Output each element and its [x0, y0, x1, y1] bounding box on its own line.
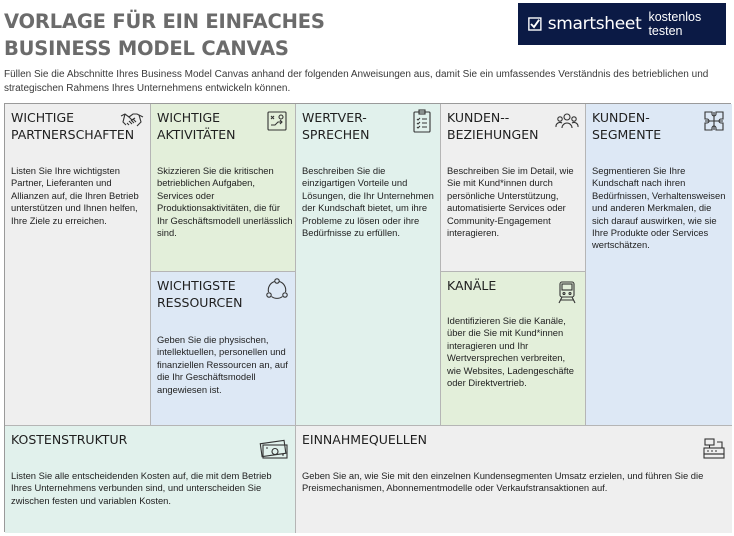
banknote-icon	[259, 436, 289, 460]
people-group-icon	[555, 109, 579, 133]
cash-register-icon	[702, 436, 726, 460]
train-icon	[555, 277, 579, 307]
cell-text: Listen Sie Ihre wichtigsten Partner, Lieferanten und Allianzen auf, die Ihren Betrieb unterstützen und Ihnen helfen, Ihre Ziele zu erreichen.	[11, 165, 139, 226]
cell-text: Listen Sie alle entscheidenden Kosten auf, die mit dem Betrieb Ihres Unternehmens verbunden sind, und unterscheiden Sie zwischen festen und variablen Kosten.	[11, 470, 272, 506]
brand-name: smartsheet	[547, 14, 642, 34]
cell-text: Beschreiben Sie die einzigartigen Vorteile und Lösungen, die Ihr Unternehmen der Kundschaft bietet, um ihre Probleme zu lösen oder ihre Bedürfnisse zu erfüllen.	[302, 165, 434, 239]
business-model-canvas	[4, 103, 731, 532]
page-title: VORLAGE FÜR EIN EINFACHES BUSINESS MODEL CANVAS	[4, 10, 325, 60]
cell-cost-structure	[5, 426, 296, 533]
cell-title: KOSTENSTRUKTUR	[11, 432, 128, 447]
cell-text: Skizzieren Sie die kritischen betrieblichen Aufgaben, Services oder Produktionsaktivitäten, die für Ihr Geschäftsmodell unerlässlich sind.	[157, 165, 293, 239]
cell-title: WERTVER- SPRECHEN	[302, 110, 370, 142]
cell-title: KUNDEN- SEGMENTE	[592, 110, 662, 142]
cell-title: KANÄLE	[447, 278, 497, 293]
cell-title: KUNDEN-- BEZIEHUNGEN	[447, 110, 539, 142]
trial-link[interactable]: kostenlos testen	[648, 10, 702, 38]
cell-title: WICHTIGE PARTNERSCHAFTEN	[11, 110, 135, 142]
cell-text: Geben Sie die physischen, intellektuellen, personellen und finanziellen Ressourcen an, auf die Ihr Geschäftsmodell angewiesen ist.	[157, 334, 288, 395]
cell-title: WICHTIGSTE RESSOURCEN	[157, 278, 243, 310]
puzzle-icon	[702, 109, 726, 133]
strategy-board-icon	[265, 109, 289, 133]
cell-key-resources	[151, 272, 296, 426]
cell-title: WICHTIGE AKTIVITÄTEN	[157, 110, 236, 142]
cell-customer-segments	[586, 104, 732, 426]
cell-revenue-streams	[296, 426, 732, 533]
cell-customer-relationships	[441, 104, 586, 272]
cell-text: Geben Sie an, wie Sie mit den einzelnen Kundensegmenten Umsatz erzielen, und führen Sie die Preismechanismen, Abonnementmodelle oder Verkaufstransaktionen auf.	[302, 470, 704, 494]
handshake-icon	[120, 109, 144, 133]
cell-title: EINNAHMEQUELLEN	[302, 432, 427, 447]
cell-value-propositions	[296, 104, 441, 426]
cell-text: Identifizieren Sie die Kanäle, über die Sie mit Kund*innen interagieren und Ihr Wertversprechen verbreiten, wie Websites, Ladengeschäfte oder Direktvertrieb.	[447, 315, 574, 389]
cell-text: Segmentieren Sie Ihre Kundschaft nach ihren Bedürfnissen, Verhaltensweisen und anderen Merkmalen, die sich darauf auswirken, wie sie Ihre Produkte oder Services wertschätzen.	[592, 165, 726, 251]
cell-channels	[441, 272, 586, 426]
smartsheet-logo-icon	[528, 16, 542, 32]
clipboard-checklist-icon	[410, 109, 434, 133]
smartsheet-trial-banner[interactable]	[518, 3, 726, 45]
cell-text: Beschreiben Sie im Detail, wie Sie mit Kund*innen durch persönliche Unterstützung, automatisierte Services oder Community-Engagement interagieren.	[447, 165, 574, 239]
cell-key-activities	[151, 104, 296, 272]
cell-key-partners	[5, 104, 151, 426]
cycle-nodes-icon	[265, 277, 289, 301]
intro-text: Füllen Sie die Abschnitte Ihres Business Model Canvas anhand der folgenden Anweisungen aus, damit Sie ein umfassendes Verständnis des betrieblichen und strategischen Rahmens Ihres Unternehmens entwickeln können.	[4, 69, 709, 94]
